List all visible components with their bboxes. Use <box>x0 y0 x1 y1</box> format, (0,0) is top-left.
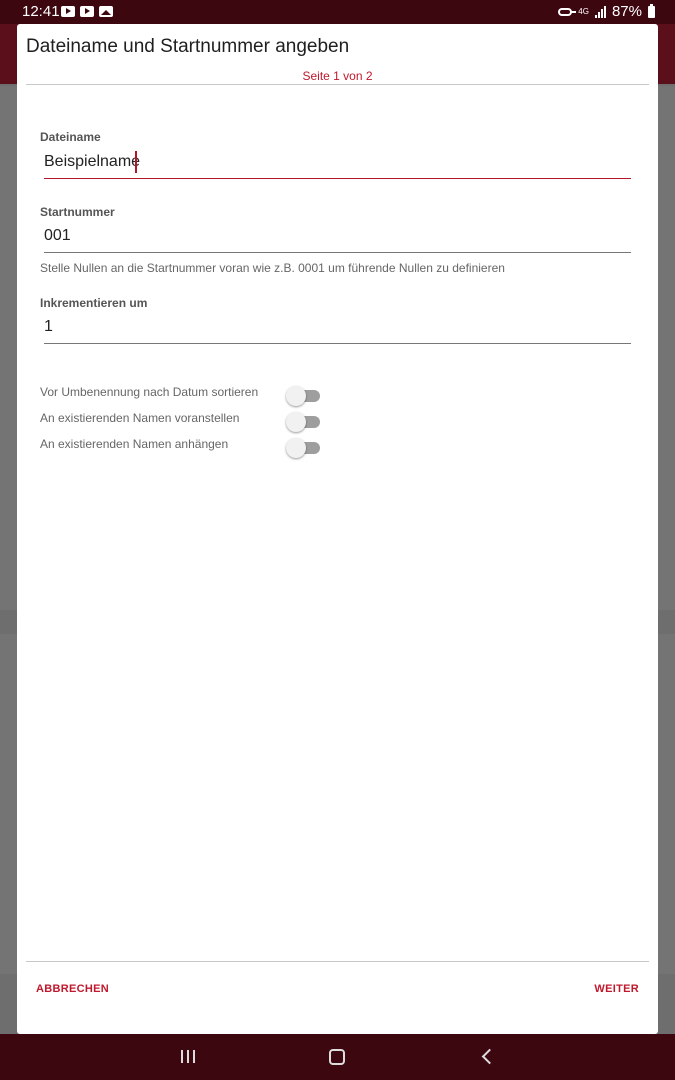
divider <box>26 84 649 85</box>
back-icon[interactable] <box>482 1049 498 1065</box>
home-icon[interactable] <box>329 1049 345 1065</box>
status-right <box>558 3 655 20</box>
next-button[interactable]: WEITER <box>594 983 639 995</box>
image-icon <box>99 6 113 17</box>
rename-dialog <box>17 24 658 1034</box>
recent-apps-icon[interactable] <box>181 1050 195 1063</box>
toggle-label: Vor Umbenennung nach Datum sortieren <box>40 385 259 399</box>
notification-icons <box>61 6 113 17</box>
switch-knob <box>286 412 306 432</box>
increment-input[interactable] <box>44 313 631 341</box>
battery-icon <box>648 6 655 18</box>
filename-field-container <box>44 148 631 179</box>
start-number-label: Startnummer <box>40 205 115 219</box>
status-time: 12:41 <box>22 3 60 20</box>
text-cursor <box>135 151 137 173</box>
divider <box>26 961 649 962</box>
dialog-title: Dateiname und Startnummer angeben <box>26 36 350 57</box>
toggle-row-sort-by-date <box>40 385 258 399</box>
prepend-switch[interactable] <box>288 416 320 428</box>
start-number-field-container <box>44 222 631 253</box>
toggle-label: An existierenden Namen anhängen <box>40 437 229 451</box>
switch-knob <box>286 438 306 458</box>
toggle-row-prepend <box>40 411 239 425</box>
append-switch[interactable] <box>288 442 320 454</box>
toggle-row-append <box>40 437 228 451</box>
sort-by-date-switch[interactable] <box>288 390 320 402</box>
filename-input[interactable] <box>44 148 631 176</box>
start-number-helper: Stelle Nullen an die Startnummer voran wie z.B. 0001 um führende Nullen zu definieren <box>40 261 505 275</box>
signal-icon <box>595 6 606 18</box>
status-bar <box>0 0 675 24</box>
filename-label: Dateiname <box>40 130 101 144</box>
network-type-icon: 4G <box>578 7 589 16</box>
switch-knob <box>286 386 306 406</box>
increment-label: Inkrementieren um <box>40 296 148 310</box>
page-indicator: Seite 1 von 2 <box>302 69 373 83</box>
battery-percent: 87% <box>611 3 642 20</box>
start-number-input[interactable] <box>44 222 631 250</box>
youtube-icon <box>80 6 94 17</box>
youtube-icon <box>61 6 75 17</box>
navigation-bar <box>0 1034 675 1080</box>
increment-field-container <box>44 313 631 344</box>
vpn-key-icon <box>558 8 572 16</box>
toggle-label: An existierenden Namen voranstellen <box>40 411 240 425</box>
cancel-button[interactable]: ABBRECHEN <box>36 983 109 995</box>
